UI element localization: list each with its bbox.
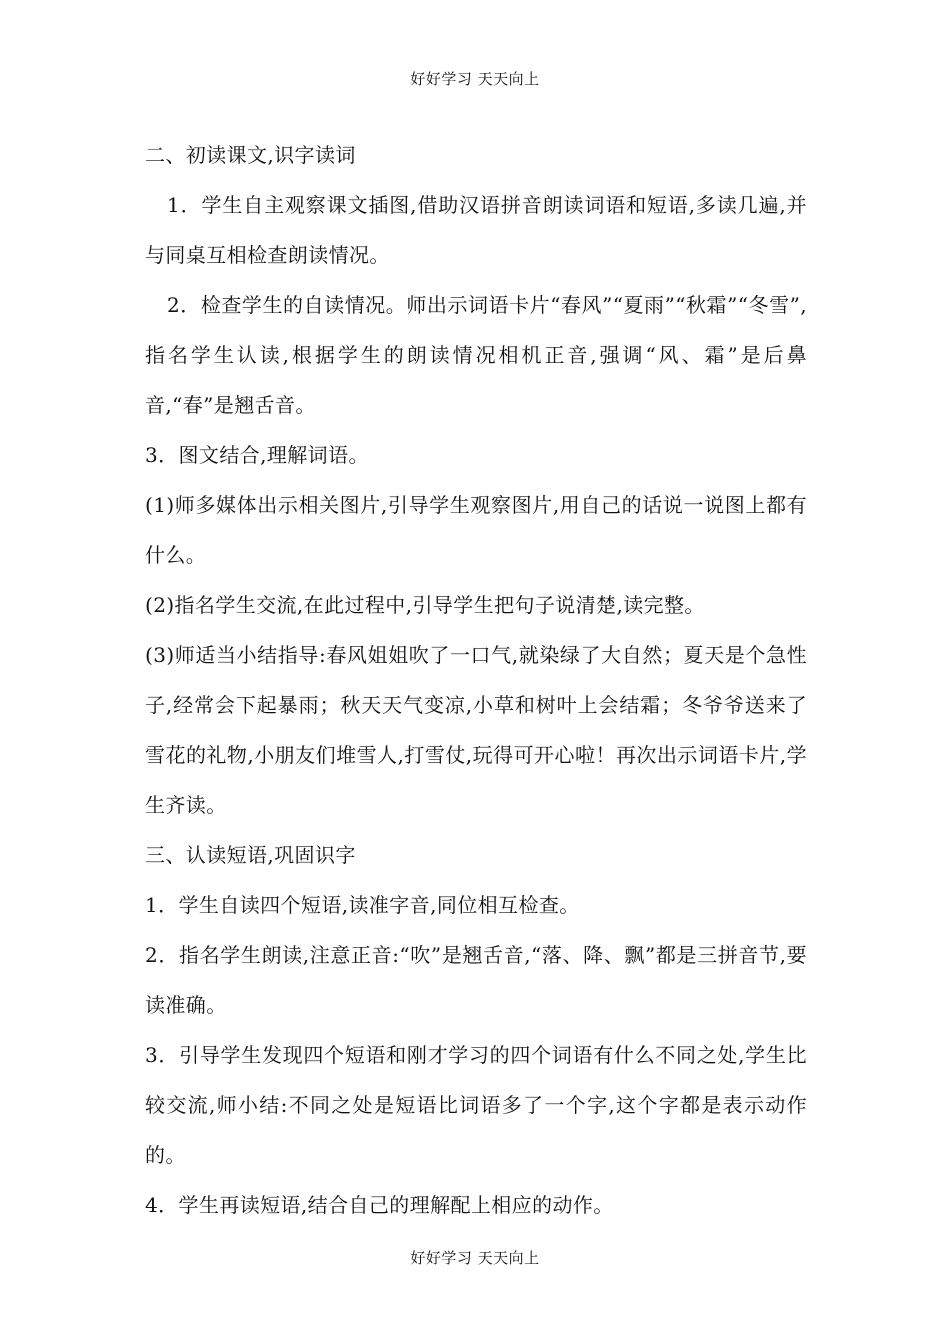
paragraph: 3．图文结合,理解词语。 [145,443,369,467]
paragraph: 1．学生自主观察课文插图,借助汉语拼音朗读词语和短语,多读几遍,并与同桌互相检查朗读情况。 [145,193,807,267]
paragraph: 1．学生自读四个短语,读准字音,同位相互检查。 [145,893,580,917]
paragraph: (3)师适当小结指导:春风姐姐吹了一口气,就染绿了大自然；夏天是个急性子,经常会下起暴雨；秋天天气变凉,小草和树叶上会结霜；冬爷爷送来了雪花的礼物,小朋友们堆雪人,打雪仗,玩得可开心啦！再次出示词语卡片,学生齐读。 [145,643,807,817]
page-header: 好好学习 天天向上 [410,70,540,88]
paragraph: 4．学生再读短语,结合自己的理解配上相应的动作。 [145,1193,614,1217]
paragraph: (2)指名学生交流,在此过程中,引导学生把句子说清楚,读完整。 [145,593,705,617]
document-body [145,130,807,1230]
paragraph: (1)师多媒体出示相关图片,引导学生观察图片,用自己的话说一说图上都有什么。 [145,493,807,567]
paragraph: 2．指名学生朗读,注意正音:“吹”是翘舌音,“落、降、飘”都是三拼音节,要读准确。 [145,943,807,1017]
paragraph: 3．引导学生发现四个短语和刚才学习的四个词语有什么不同之处,学生比较交流,师小结:不同之处是短语比词语多了一个字,这个字都是表示动作的。 [145,1043,807,1167]
section-heading: 二、初读课文,识字读词 [145,143,356,167]
page-footer: 好好学习 天天向上 [410,1249,540,1267]
paragraph: 2．检查学生的自读情况。师出示词语卡片“春风”“夏雨”“秋霜”“冬雪”,指名学生认读,根据学生的朗读情况相机正音,强调“风、霜”是后鼻音,“春”是翘舌音。 [145,293,807,417]
section-heading: 三、认读短语,巩固识字 [145,843,356,867]
